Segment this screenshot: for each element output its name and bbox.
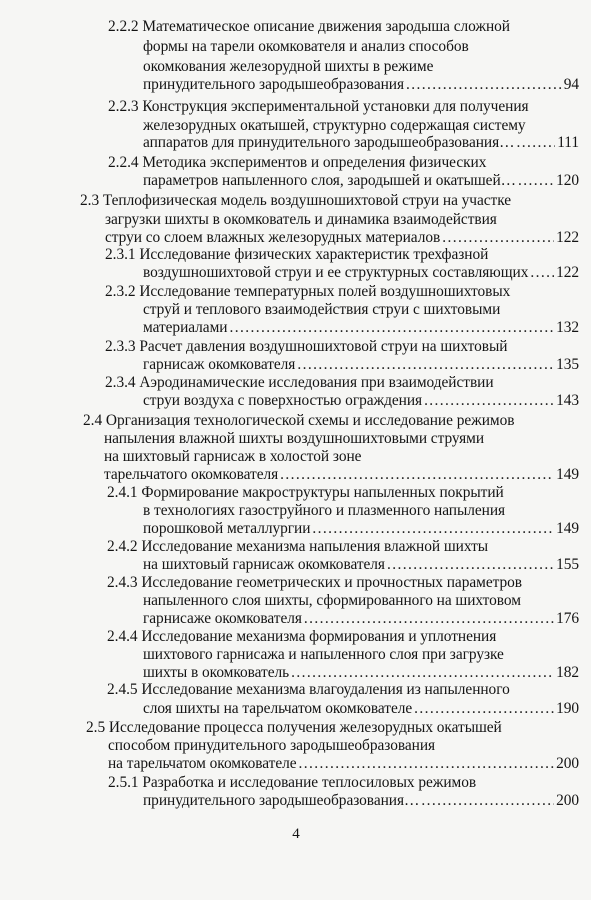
toc-page-ref: 176 bbox=[556, 610, 579, 627]
toc-page-ref: 132 bbox=[556, 319, 579, 336]
toc-entry-line: порошковой металлургии bbox=[143, 520, 311, 537]
toc-entry-line: 2.5 Исследование процесса получения железорудных окатышей bbox=[86, 719, 502, 736]
toc-leader-dots bbox=[414, 700, 554, 718]
toc-page-ref: 200 bbox=[556, 792, 579, 809]
toc-entry-line: материалами bbox=[143, 319, 228, 336]
toc-entry-line: тарельчатого окомкователя bbox=[104, 466, 279, 483]
toc-entry-line: напыления влажной шихты воздушношихтовыми струями bbox=[104, 430, 485, 447]
toc-entry-line: 2.2.3 Конструкция экспериментальной установки для получения bbox=[108, 98, 529, 115]
toc-leader-dots bbox=[229, 319, 554, 337]
toc-page-ref: 200 bbox=[556, 755, 579, 772]
toc-entry-last-line bbox=[143, 520, 579, 538]
toc-entry-line: формы на тарели окомкователя и анализ способов bbox=[143, 38, 469, 55]
toc-entry-line: в технологиях газоструйного и плазменного напыления bbox=[143, 502, 506, 519]
toc-entry-last-line bbox=[143, 356, 579, 374]
toc-page-ref: 149 bbox=[556, 466, 579, 483]
toc-entry-last-line bbox=[104, 466, 579, 484]
toc-entry-line: на тарельчатом окомкователе bbox=[108, 755, 297, 772]
toc-entry-last-line bbox=[108, 755, 579, 773]
toc-entry-last-line bbox=[143, 392, 579, 410]
toc-entry-line: струи со слоем влажных железорудных материалов bbox=[105, 229, 441, 246]
toc-page-ref: 149 bbox=[556, 520, 579, 537]
toc-entry-line: воздушношихтовой струи и ее структурных составляющих bbox=[143, 264, 529, 281]
toc-page-ref: 155 bbox=[556, 556, 579, 573]
toc-entry-last-line bbox=[143, 610, 579, 628]
toc-entry-line: аппаратов для принудительного зародышеобразования… bbox=[143, 134, 515, 151]
toc-entry-line: 2.3.1 Исследование физических характеристик трехфазной bbox=[105, 246, 489, 263]
toc-entry-line: шихтового гарнисажа и напыленного слоя при загрузке bbox=[143, 646, 504, 663]
toc-entry-line: 2.4.1 Формирование макроструктуры напыленных покрытий bbox=[107, 484, 504, 501]
toc-page-ref: 122 bbox=[556, 229, 579, 246]
toc-entry-line: загрузки шихты в окомкователь и динамика взаимодействия bbox=[105, 211, 497, 228]
toc-page-ref: 122 bbox=[556, 264, 579, 281]
toc-entry-last-line bbox=[143, 172, 579, 190]
toc-leader-dots bbox=[406, 76, 562, 94]
toc-page-ref: 135 bbox=[556, 356, 579, 373]
toc-page-ref: 182 bbox=[556, 664, 579, 681]
toc-leader-dots bbox=[297, 356, 554, 374]
toc-entry-line: 2.5.1 Разработка и исследование теплосиловых режимов bbox=[108, 774, 477, 791]
toc-entry-line: железорудных окатышей, структурно содержащая систему bbox=[143, 117, 526, 134]
toc-page-ref: 190 bbox=[556, 700, 579, 717]
toc-leader-dots bbox=[424, 392, 554, 410]
toc-leader-dots bbox=[518, 172, 554, 190]
page-number: 4 bbox=[292, 826, 300, 842]
toc-entry-line: слоя шихты на тарельчатом окомкователе bbox=[143, 700, 413, 717]
toc-leader-dots bbox=[516, 134, 555, 152]
toc-entry-line: напыленного слоя шихты, сформированного на шихтовом bbox=[143, 592, 521, 609]
toc-leader-dots bbox=[312, 520, 554, 538]
toc-page-ref: 111 bbox=[557, 134, 579, 151]
toc-leader-dots bbox=[280, 466, 554, 484]
toc-leader-dots bbox=[387, 556, 554, 574]
toc-entry-line: 2.4.3 Исследование геометрических и прочностных параметров bbox=[107, 574, 522, 591]
toc-entry-last-line bbox=[143, 792, 579, 810]
toc-leader-dots bbox=[291, 664, 554, 682]
toc-entry-line: 2.3.2 Исследование температурных полей воздушношихтовых bbox=[105, 283, 511, 300]
toc-leader-dots bbox=[530, 264, 554, 282]
toc-entry-last-line bbox=[105, 229, 579, 247]
toc-entry-last-line bbox=[143, 700, 579, 718]
toc-leader-dots bbox=[442, 229, 554, 247]
toc-entry-line: гарнисаже окомкователя bbox=[143, 610, 302, 627]
toc-entry-line: окомкования железорудной шихты в режиме bbox=[143, 58, 434, 75]
toc-entry-line: принудительного зародышеобразования bbox=[143, 76, 405, 93]
toc-entry-last-line bbox=[143, 664, 579, 682]
toc-entry-line: принудительного зародышеобразования… bbox=[143, 792, 420, 809]
toc-entry-line: 2.4.5 Исследование механизма влагоудаления из напыленного bbox=[107, 681, 510, 698]
toc-leader-dots bbox=[299, 755, 555, 773]
toc-entry-line: 2.4.4 Исследование механизма формирования и уплотнения bbox=[107, 628, 497, 645]
toc-entry-line: параметров напыленного слоя, зародышей и окатышей… bbox=[143, 172, 516, 189]
toc-leader-dots bbox=[421, 792, 554, 810]
toc-entry-line: на шихтовый гарнисаж окомкователя bbox=[143, 556, 385, 573]
toc-leader-dots bbox=[304, 610, 554, 628]
toc-entry-last-line bbox=[143, 134, 579, 152]
toc-entry-line: способом принудительного зародышеобразования bbox=[108, 737, 436, 754]
toc-entry-line: шихты в окомкователь bbox=[143, 664, 290, 681]
toc-page-ref: 120 bbox=[556, 172, 579, 189]
toc-entry-line: 2.3.4 Аэродинамические исследования при взаимодействии bbox=[105, 374, 494, 391]
toc-entry-line: 2.2.2 Математическое описание движения зародыша сложной bbox=[108, 18, 510, 35]
toc-page-ref: 143 bbox=[556, 392, 579, 409]
toc-entry-last-line bbox=[143, 556, 579, 574]
toc-entry-line: 2.3 Теплофизическая модель воздушношихтовой струи на участке bbox=[80, 192, 512, 209]
toc-entry-line: 2.3.3 Расчет давления воздушношихтовой струи на шихтовый bbox=[105, 338, 508, 355]
toc-entry-line: струй и теплового взаимодействия струи с шихтовыми bbox=[143, 301, 501, 318]
toc-entry-line: 2.2.4 Методика экспериментов и определения физических bbox=[108, 154, 487, 171]
toc-entry-line: гарнисаж окомкователя bbox=[143, 356, 296, 373]
toc-entry-line: на шихтовый гарнисаж в холостой зоне bbox=[104, 448, 362, 465]
toc-entry-last-line bbox=[143, 319, 579, 337]
toc-entry-line: струи воздуха с поверхностью ограждения bbox=[143, 392, 423, 409]
toc-entry-line: 2.4.2 Исследование механизма напыления влажной шихты bbox=[107, 538, 489, 555]
toc-entry-line: 2.4 Организация технологической схемы и исследование режимов bbox=[83, 412, 515, 429]
toc-entry-last-line bbox=[143, 264, 579, 282]
toc-entry-last-line bbox=[143, 76, 579, 94]
toc-page-ref: 94 bbox=[563, 76, 579, 93]
